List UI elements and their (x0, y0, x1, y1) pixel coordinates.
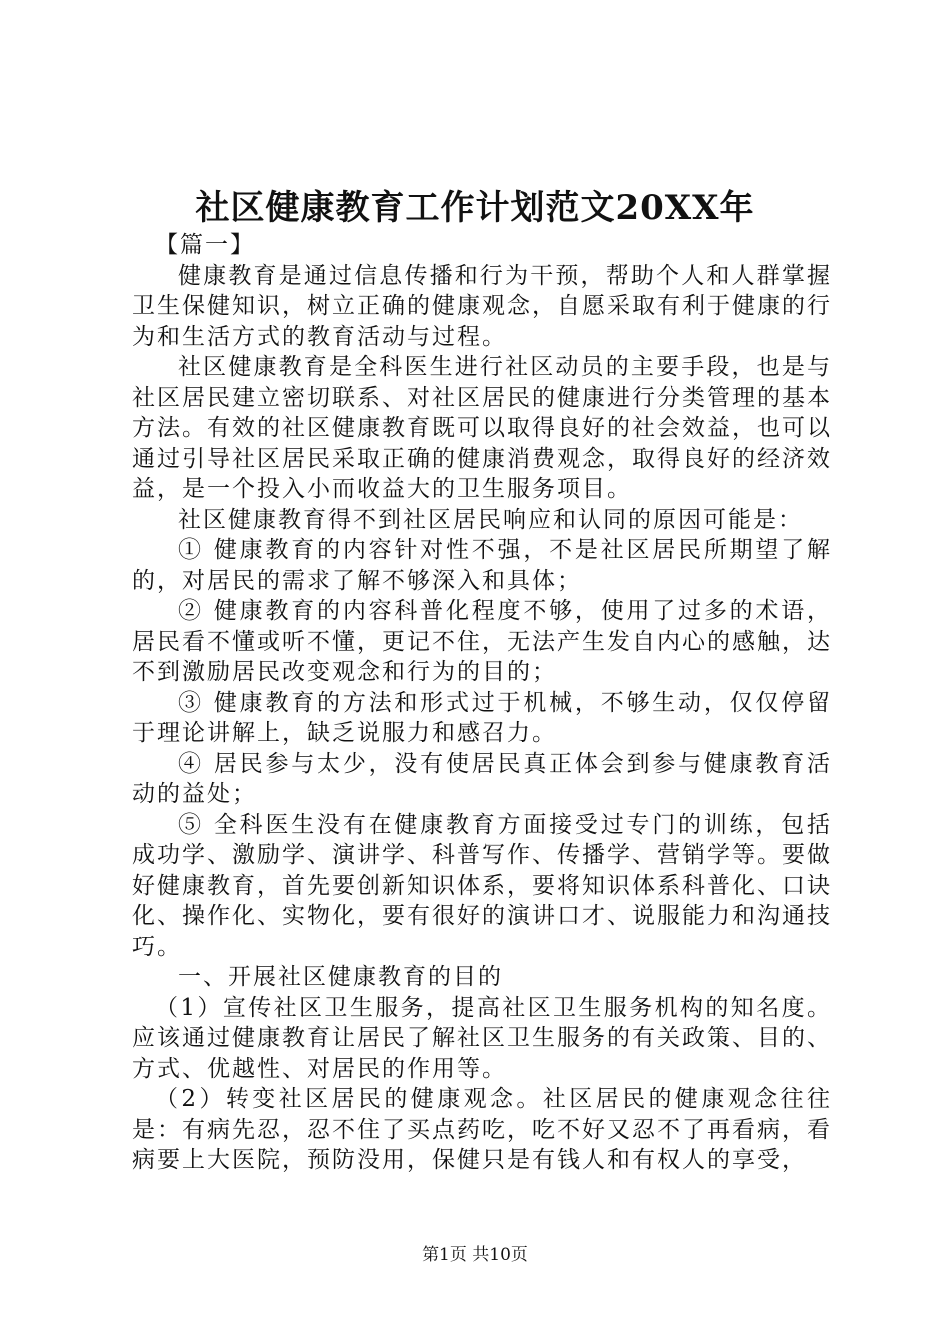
paragraph: （2）转变社区居民的健康观念。社区居民的健康观念往往是：有病先忍，忍不住了买点药吃，吃不好又忍不了再看病，看病要上大医院，预防没用，保健只是有钱人和有权人的享受， (132, 1086, 832, 1173)
paragraph: ② 健康教育的内容科普化程度不够，使用了过多的术语，居民看不懂或听不懂，更记不住，无法产生发自内心的感触，达不到激励居民改变观念和行为的目的； (132, 598, 832, 685)
section-label: 【篇一】 (155, 232, 255, 258)
paragraph: ⑤ 全科医生没有在健康教育方面接受过专门的训练，包括成功学、激励学、演讲学、科普写作、传播学、营销学等。要做好健康教育，首先要创新知识体系，要将知识体系科普化、口诀化、操作化、实物化，要有很好的演讲口才、说服能力和沟通技巧。 (132, 811, 832, 960)
paragraph: ① 健康教育的内容针对性不强，不是社区居民所期望了解的，对居民的需求了解不够深入和具体； (132, 537, 832, 594)
paragraph: 社区健康教育得不到社区居民响应和认同的原因可能是： (178, 506, 803, 533)
paragraph: 健康教育是通过信息传播和行为干预，帮助个人和人群掌握卫生保健知识，树立正确的健康观念，自愿采取有利于健康的行为和生活方式的教育活动与过程。 (132, 262, 832, 350)
paragraph: 社区健康教育是全科医生进行社区动员的主要手段，也是与社区居民建立密切联系、对社区居民的健康进行分类管理的基本方法。有效的社区健康教育既可以取得良好的社会效益，也可以通过引导社区居民采取正确的健康消费观念，取得良好的经济效益，是一个投入小而收益大的卫生服务项目。 (132, 354, 832, 502)
document-title: 社区健康教育工作计划范文20XX年 (195, 188, 755, 228)
paragraph: ④ 居民参与太少，没有使居民真正体会到参与健康教育活动的益处； (132, 750, 832, 807)
paragraph: ③ 健康教育的方法和形式过于机械，不够生动，仅仅停留于理论讲解上，缺乏说服力和感召力。 (132, 689, 832, 746)
section-heading: 一、开展社区健康教育的目的 (178, 964, 503, 990)
paragraph: （1）宣传社区卫生服务，提高社区卫生服务机构的知名度。应该通过健康教育让居民了解社区卫生服务的有关政策、目的、方式、优越性、对居民的作用等。 (132, 994, 832, 1082)
page-footer: 第1页 共10页 (422, 1245, 528, 1265)
document-body (132, 230, 832, 1176)
